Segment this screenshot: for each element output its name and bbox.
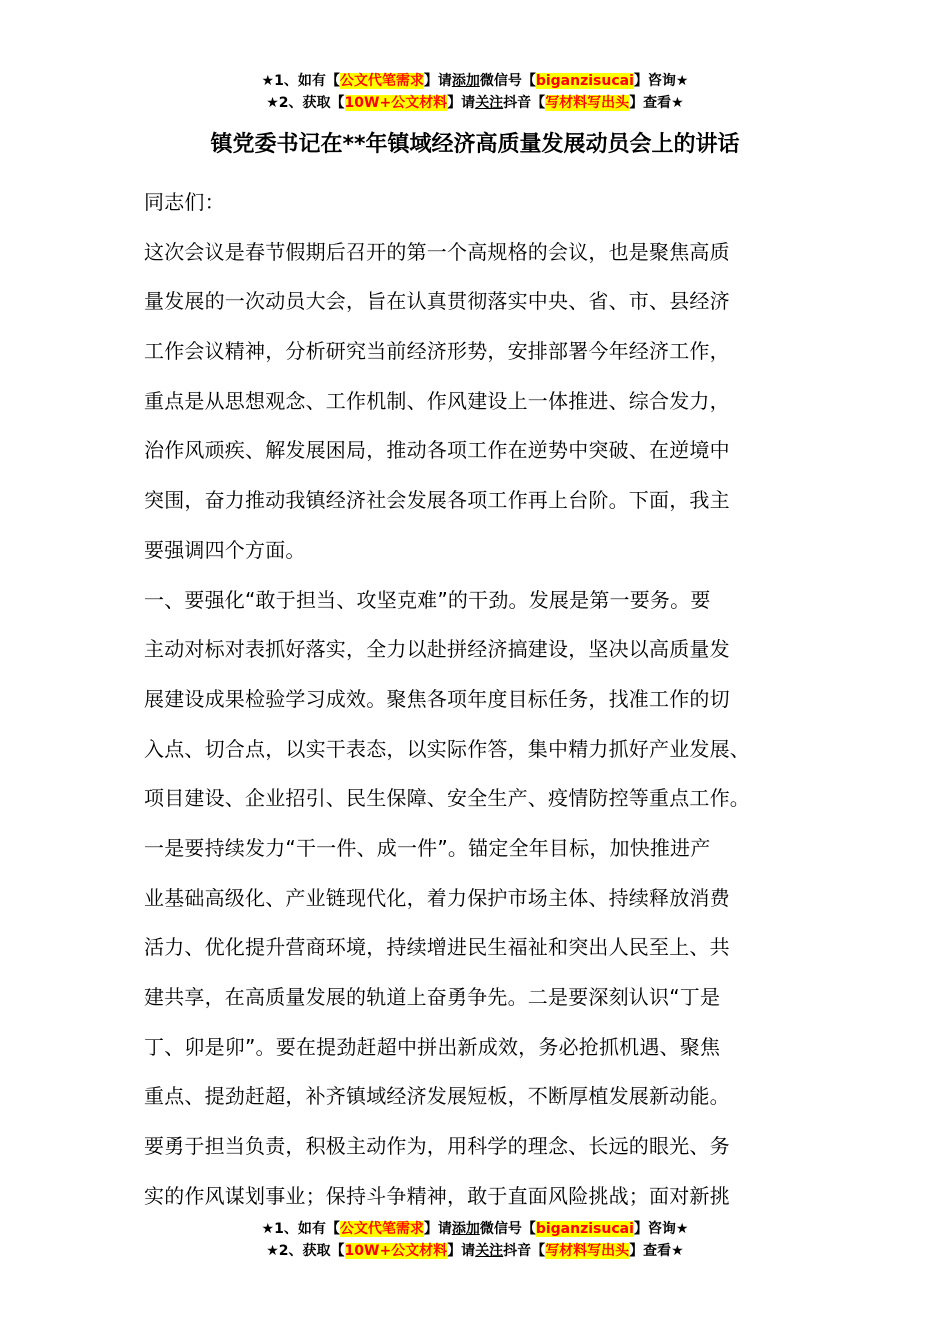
promo-line-1: ★1、如有【公文代笔需求】请添加微信号【biganzisucai】咨询★ — [261, 73, 689, 89]
document-title: 镇党委书记在**年镇域经济高质量发展动员会上的讲话 — [210, 132, 740, 157]
highlight-wechat-id: biganzisucai — [535, 73, 634, 89]
body-line: 要勇于担当负责，积极主动作为，用科学的理念、长远的眼光、务 — [144, 1134, 730, 1159]
promo-line-1: ★1、如有【公文代笔需求】请添加微信号【biganzisucai】咨询★ — [261, 1221, 689, 1237]
document-body — [144, 178, 824, 1221]
body-line: 入点、切合点，以实干表态，以实际作答，集中精力抓好产业发展、 — [144, 736, 750, 761]
highlight-materials: 10W+公文材料 — [344, 1243, 448, 1259]
body-line: 重点、提劲赶超，补齐镇域经济发展短板，不断厚植发展新动能。 — [144, 1084, 730, 1109]
body-line: 这次会议是春节假期后召开的第一个高规格的会议，也是聚焦高质 — [144, 239, 730, 264]
highlight-service: 公文代笔需求 — [339, 73, 424, 89]
body-line: 主动对标对表抓好落实，全力以赴拼经济搞建设，坚决以高质量发 — [144, 637, 730, 662]
body-line: 活力、优化提升营商环境，持续增进民生福祉和突出人民至上、共 — [144, 935, 730, 960]
body-line: 工作会议精神，分析研究当前经济形势，安排部署今年经济工作， — [144, 339, 730, 364]
body-line: 治作风顽疾、解发展困局，推动各项工作在逆势中突破、在逆境中 — [144, 438, 730, 463]
body-line: 一是要持续发力“干一件、成一件”。锚定全年目标，加快推进产 — [144, 835, 711, 860]
body-line: 要强调四个方面。 — [144, 537, 306, 562]
body-line: 建共享，在高质量发展的轨道上奋勇争先。二是要深刻认识“丁是 — [144, 985, 721, 1009]
highlight-wechat-id: biganzisucai — [535, 1221, 634, 1237]
body-line: 量发展的一次动员大会，旨在认真贯彻落实中央、省、市、县经济 — [144, 289, 730, 314]
body-line: 展建设成果检验学习成效。聚焦各项年度目标任务，找准工作的切 — [144, 686, 730, 711]
body-line: 项目建设、企业招引、民生保障、安全生产、疫情防控等重点工作。 — [144, 786, 750, 811]
body-line: 业基础高级化、产业链现代化，着力保护市场主体、持续释放消费 — [144, 885, 730, 910]
highlight-service: 公文代笔需求 — [339, 1221, 424, 1237]
body-line: 一、要强化“敢于担当、攻坚克难”的干劲。发展是第一要务。要 — [144, 587, 711, 612]
promo-line-2: ★2、获取【10W+公文材料】请关注抖音【写材料写出头】查看★ — [266, 1243, 684, 1259]
body-line: 实的作风谋划事业；保持斗争精神，敢于直面风险挑战；面对新挑 — [144, 1183, 730, 1208]
promo-line-2: ★2、获取【10W+公文材料】请关注抖音【写材料写出头】查看★ — [266, 95, 684, 111]
body-line: 丁、卯是卯”。要在提劲赶超中拼出新成效，务必抢抓机遇、聚焦 — [144, 1034, 721, 1059]
highlight-douyin-id: 写材料写出头 — [545, 95, 630, 111]
promo-header — [0, 70, 950, 114]
body-line: 突围，奋力推动我镇经济社会发展各项工作再上台阶。下面，我主 — [144, 488, 730, 513]
body-line: 同志们： — [144, 190, 225, 214]
body-line: 重点是从思想观念、工作机制、作风建设上一体推进、综合发力， — [144, 388, 730, 413]
highlight-materials: 10W+公文材料 — [344, 95, 448, 111]
highlight-douyin-id: 写材料写出头 — [545, 1243, 630, 1259]
promo-footer — [0, 1218, 950, 1262]
